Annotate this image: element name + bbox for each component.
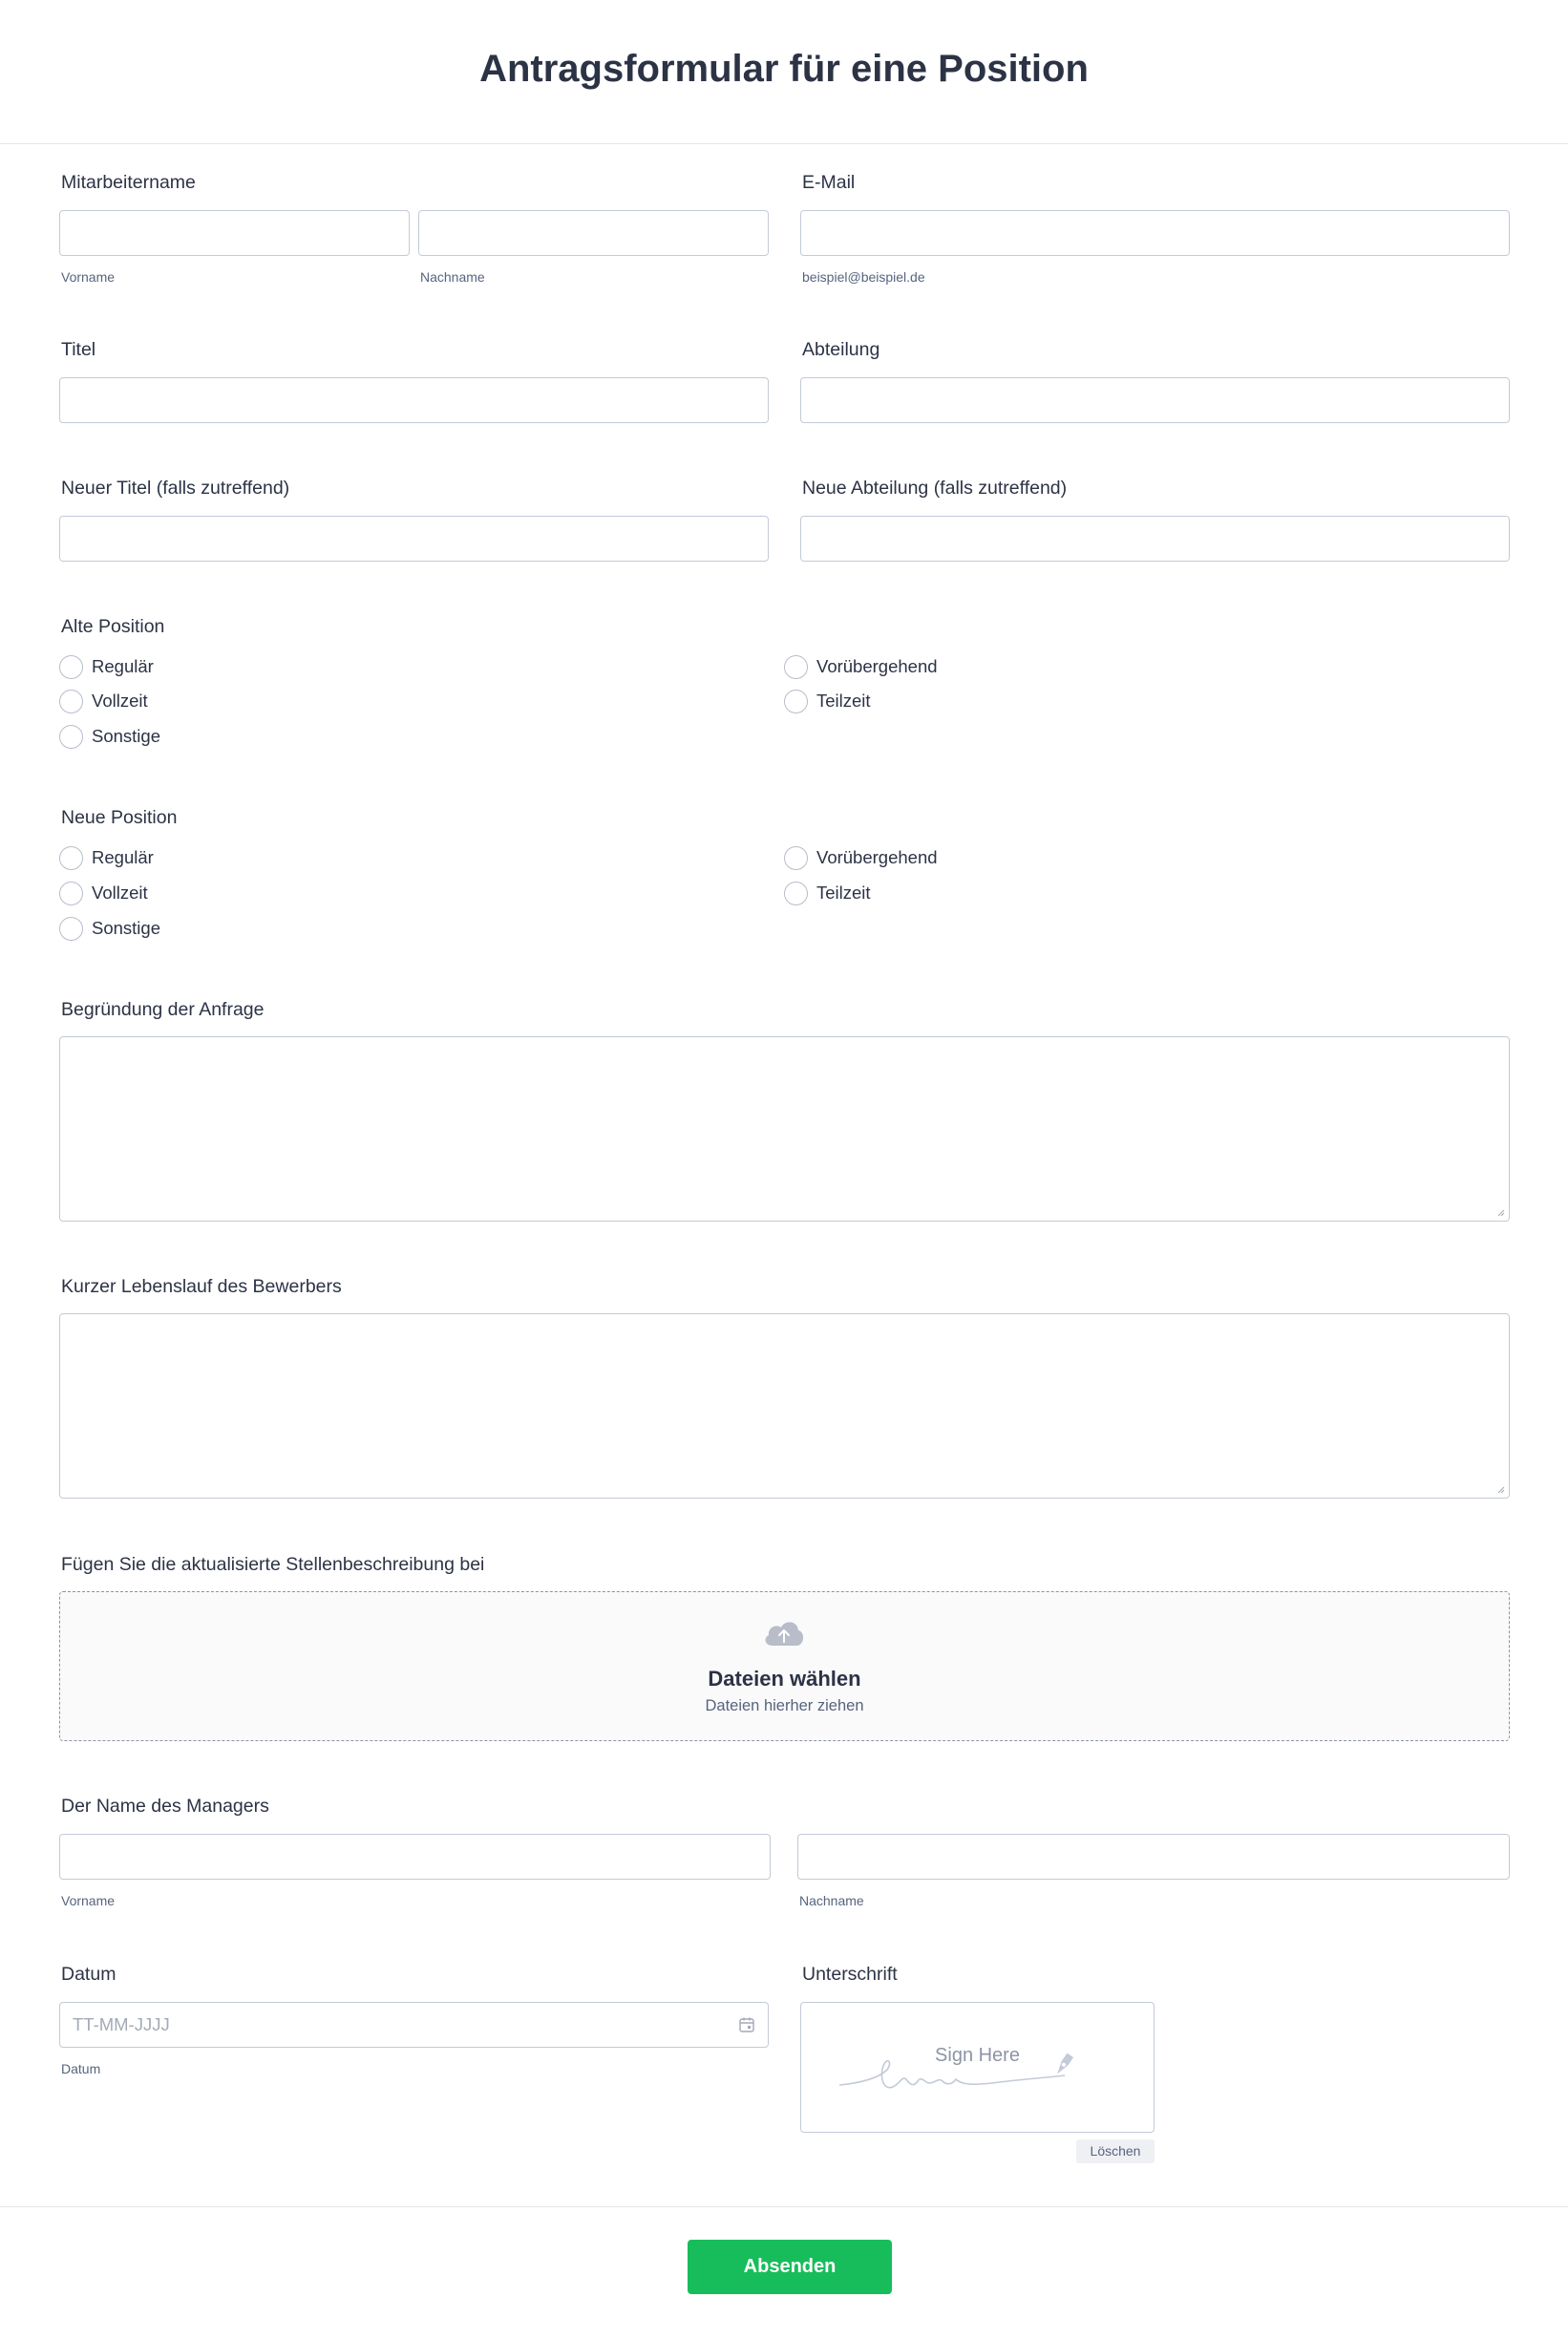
new-position-option-parttime[interactable]	[784, 881, 871, 905]
radio-label: Sonstige	[92, 918, 160, 938]
radio-label: Vorübergehend	[816, 847, 938, 867]
radio-circle[interactable]	[784, 655, 808, 679]
manager-name-label: Der Name des Managers	[61, 1796, 269, 1817]
radio-circle[interactable]	[59, 846, 83, 870]
cloud-upload-icon	[761, 1615, 807, 1649]
date-placeholder: TT-MM-JJJJ	[73, 2014, 170, 2034]
radio-circle[interactable]	[59, 655, 83, 679]
old-position-label: Alte Position	[61, 616, 165, 637]
radio-label: Vollzeit	[92, 883, 148, 903]
new-position-label: Neue Position	[61, 807, 178, 828]
old-position-option-fulltime[interactable]	[59, 689, 148, 713]
resize-grip-icon[interactable]	[1495, 1207, 1505, 1217]
employee-last-name-sublabel: Nachname	[420, 269, 485, 285]
date-input[interactable]	[59, 2002, 769, 2048]
employee-first-name-sublabel: Vorname	[61, 269, 116, 285]
choose-files-button[interactable]: Dateien wählen	[708, 1667, 861, 1691]
radio-circle[interactable]	[59, 725, 83, 749]
radio-label: Vorübergehend	[816, 656, 938, 676]
manager-last-name-input[interactable]	[797, 1834, 1510, 1880]
resume-label: Kurzer Lebenslauf des Bewerbers	[61, 1276, 342, 1297]
department-label: Abteilung	[802, 339, 880, 360]
new-position-option-other[interactable]	[59, 916, 160, 941]
email-label: E-Mail	[802, 172, 856, 193]
resize-grip-icon[interactable]	[1495, 1484, 1505, 1494]
title-label: Titel	[61, 339, 96, 360]
new-title-input[interactable]	[59, 516, 769, 562]
manager-first-name-sublabel: Vorname	[61, 1893, 116, 1908]
radio-circle[interactable]	[59, 917, 83, 941]
date-sublabel: Datum	[61, 2061, 101, 2076]
new-title-label: Neuer Titel (falls zutreffend)	[61, 478, 290, 499]
old-position-option-regular[interactable]	[59, 654, 154, 679]
radio-circle[interactable]	[59, 690, 83, 713]
email-input[interactable]	[800, 210, 1510, 256]
department-input[interactable]	[800, 377, 1510, 423]
new-position-option-regular[interactable]	[59, 845, 154, 870]
signature-scribble-icon	[839, 2041, 1116, 2108]
radio-circle[interactable]	[784, 846, 808, 870]
email-sublabel: beispiel@beispiel.de	[802, 269, 925, 285]
new-department-input[interactable]	[800, 516, 1510, 562]
calendar-icon[interactable]	[738, 2016, 755, 2033]
reason-label: Begründung der Anfrage	[61, 999, 265, 1020]
reason-textarea[interactable]	[59, 1036, 1510, 1222]
new-position-option-temporary[interactable]	[784, 845, 938, 870]
radio-circle[interactable]	[59, 882, 83, 905]
old-position-option-temporary[interactable]	[784, 654, 938, 679]
manager-first-name-input[interactable]	[59, 1834, 771, 1880]
old-position-option-other[interactable]	[59, 724, 160, 749]
resume-textarea[interactable]	[59, 1313, 1510, 1499]
signature-label: Unterschrift	[802, 1964, 898, 1985]
radio-circle[interactable]	[784, 690, 808, 713]
title-input[interactable]	[59, 377, 769, 423]
radio-label: Vollzeit	[92, 691, 148, 711]
manager-last-name-sublabel: Nachname	[799, 1893, 864, 1908]
file-upload-dropzone[interactable]	[59, 1591, 1510, 1741]
drop-files-hint: Dateien hierher ziehen	[705, 1697, 864, 1714]
upload-label: Fügen Sie die aktualisierte Stellenbeschreibung bei	[61, 1554, 485, 1575]
new-position-option-fulltime[interactable]	[59, 881, 148, 905]
form-header	[0, 0, 1568, 144]
date-label: Datum	[61, 1964, 117, 1985]
old-position-option-parttime[interactable]	[784, 689, 871, 713]
employee-name-label: Mitarbeitername	[61, 172, 196, 193]
employee-first-name-input[interactable]	[59, 210, 410, 256]
sign-here-prompt: Sign Here	[935, 2045, 1020, 2066]
radio-label: Teilzeit	[816, 883, 871, 903]
submit-button[interactable]: Absenden	[688, 2240, 892, 2294]
form-title: Antragsformular für eine Position	[479, 48, 1089, 90]
radio-label: Teilzeit	[816, 691, 871, 711]
radio-label: Sonstige	[92, 726, 160, 746]
clear-signature-button[interactable]: Löschen	[1076, 2139, 1155, 2163]
new-department-label: Neue Abteilung (falls zutreffend)	[802, 478, 1068, 499]
signature-pad[interactable]	[800, 2002, 1155, 2133]
radio-circle[interactable]	[784, 882, 808, 905]
radio-label: Regulär	[92, 656, 154, 676]
radio-label: Regulär	[92, 847, 154, 867]
employee-last-name-input[interactable]	[418, 210, 769, 256]
